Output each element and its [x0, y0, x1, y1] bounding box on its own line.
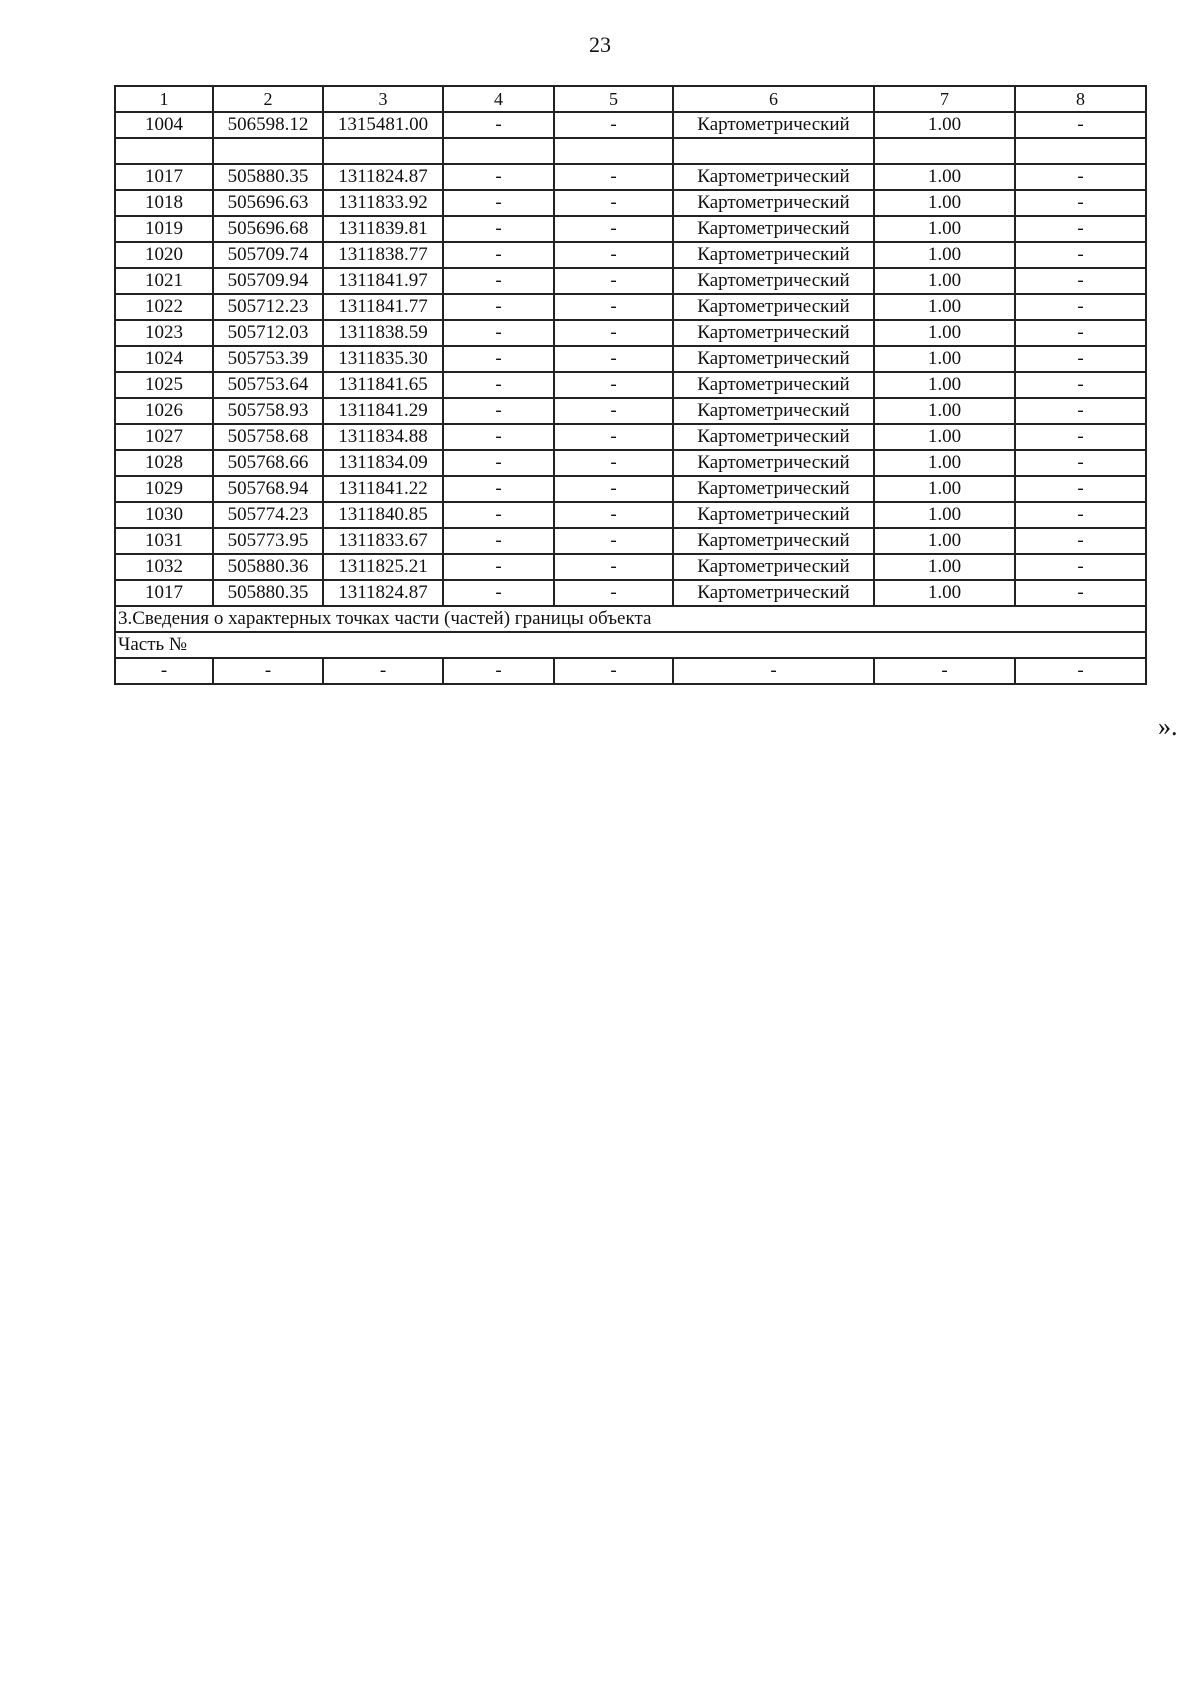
- table-cell: -: [1015, 502, 1146, 528]
- table-row: [115, 242, 1146, 268]
- table-cell: -: [554, 216, 673, 242]
- table-cell: Картометрический: [673, 112, 874, 138]
- table-cell: 1022: [115, 294, 213, 320]
- table-row: [115, 216, 1146, 242]
- table-cell: 1315481.00: [323, 112, 443, 138]
- table-cell: -: [1015, 528, 1146, 554]
- closing-quote: ».: [1158, 712, 1178, 741]
- table-cell: [554, 138, 673, 164]
- table-cell: 1.00: [874, 320, 1015, 346]
- table-cell: 505696.63: [213, 190, 323, 216]
- table-row: [115, 112, 1146, 138]
- table-cell: -: [443, 268, 554, 294]
- table-cell: -: [1015, 346, 1146, 372]
- table-cell: 1.00: [874, 190, 1015, 216]
- table-cell: Картометрический: [673, 242, 874, 268]
- table-row: [115, 424, 1146, 450]
- table-cell: -: [443, 346, 554, 372]
- table-cell: 1311841.65: [323, 372, 443, 398]
- table-cell: -: [554, 476, 673, 502]
- table-cell: 1311838.59: [323, 320, 443, 346]
- table-cell: -: [554, 450, 673, 476]
- table-cell: 505880.35: [213, 580, 323, 606]
- table-cell: 1032: [115, 554, 213, 580]
- table-cell: -: [443, 112, 554, 138]
- table-cell: 505880.36: [213, 554, 323, 580]
- table-cell: 1.00: [874, 554, 1015, 580]
- table-cell: 1017: [115, 164, 213, 190]
- table-cell: 1311833.67: [323, 528, 443, 554]
- table-cell: -: [554, 346, 673, 372]
- table-cell: 1311835.30: [323, 346, 443, 372]
- table-row: [115, 190, 1146, 216]
- table-cell: Картометрический: [673, 450, 874, 476]
- table-row: [115, 502, 1146, 528]
- header-cell: 4: [443, 86, 554, 112]
- table-cell: Картометрический: [673, 580, 874, 606]
- table-cell: -: [443, 294, 554, 320]
- table-cell: -: [443, 658, 554, 684]
- table-cell: 1311841.22: [323, 476, 443, 502]
- table-cell: 505712.23: [213, 294, 323, 320]
- table-cell: -: [1015, 190, 1146, 216]
- table-cell: -: [443, 528, 554, 554]
- table-cell: -: [443, 242, 554, 268]
- table-cell: 506598.12: [213, 112, 323, 138]
- table-cell: Картометрический: [673, 216, 874, 242]
- table-cell: 1311841.29: [323, 398, 443, 424]
- table-cell: 1023: [115, 320, 213, 346]
- table-cell: 1.00: [874, 242, 1015, 268]
- table-cell: 1311838.77: [323, 242, 443, 268]
- table-cell: [673, 138, 874, 164]
- table-cell: 1.00: [874, 216, 1015, 242]
- part-label-row: [115, 632, 1146, 658]
- table-cell: -: [443, 320, 554, 346]
- table-cell: 1019: [115, 216, 213, 242]
- table-cell: -: [443, 580, 554, 606]
- table-cell: Картометрический: [673, 502, 874, 528]
- table-cell: Картометрический: [673, 528, 874, 554]
- table-cell: 1027: [115, 424, 213, 450]
- table-cell: -: [554, 190, 673, 216]
- table-row: [115, 398, 1146, 424]
- table-cell: -: [1015, 424, 1146, 450]
- part-row: [115, 658, 1146, 684]
- section-title-row: [115, 606, 1146, 632]
- header-cell: 8: [1015, 86, 1146, 112]
- table-cell: -: [443, 502, 554, 528]
- header-cell: 7: [874, 86, 1015, 112]
- coordinates-table-container: [114, 85, 1145, 685]
- table-cell: 505696.68: [213, 216, 323, 242]
- table-cell: 1021: [115, 268, 213, 294]
- table-cell: -: [1015, 294, 1146, 320]
- table-cell: Картометрический: [673, 398, 874, 424]
- table-row: [115, 528, 1146, 554]
- table-cell: 1018: [115, 190, 213, 216]
- table-cell: -: [1015, 268, 1146, 294]
- table-cell: -: [554, 658, 673, 684]
- table-cell: -: [443, 424, 554, 450]
- table-cell: 505768.94: [213, 476, 323, 502]
- table-cell: [213, 138, 323, 164]
- table-cell: 1311834.09: [323, 450, 443, 476]
- table-cell: -: [554, 112, 673, 138]
- table-cell: 1311824.87: [323, 164, 443, 190]
- table-cell: [115, 138, 213, 164]
- table-cell: -: [554, 242, 673, 268]
- table-cell: -: [443, 450, 554, 476]
- table-cell: -: [1015, 450, 1146, 476]
- table-cell: 505712.03: [213, 320, 323, 346]
- table-cell: Картометрический: [673, 372, 874, 398]
- table-row: [115, 346, 1146, 372]
- table-cell: -: [443, 216, 554, 242]
- table-cell: -: [443, 554, 554, 580]
- table-cell: 505774.23: [213, 502, 323, 528]
- table-cell: 1.00: [874, 294, 1015, 320]
- table-cell: 1311825.21: [323, 554, 443, 580]
- table-cell: -: [1015, 554, 1146, 580]
- table-cell: 1.00: [874, 346, 1015, 372]
- table-cell: -: [443, 164, 554, 190]
- table-cell: Картометрический: [673, 294, 874, 320]
- table-cell: Картометрический: [673, 164, 874, 190]
- table-cell: 1.00: [874, 450, 1015, 476]
- table-cell: -: [1015, 242, 1146, 268]
- table-cell: 1311841.97: [323, 268, 443, 294]
- table-cell: [1015, 138, 1146, 164]
- table-row: [115, 554, 1146, 580]
- table-cell: Картометрический: [673, 320, 874, 346]
- table-cell: -: [213, 658, 323, 684]
- table-cell: 1020: [115, 242, 213, 268]
- table-cell: 1.00: [874, 476, 1015, 502]
- table-cell: 1.00: [874, 372, 1015, 398]
- table-cell: 1311840.85: [323, 502, 443, 528]
- table-cell: -: [554, 320, 673, 346]
- table-row: [115, 138, 1146, 164]
- page-number: 23: [589, 32, 611, 57]
- table-cell: -: [1015, 112, 1146, 138]
- table-cell: -: [115, 658, 213, 684]
- table-cell: -: [554, 164, 673, 190]
- table-cell: -: [554, 580, 673, 606]
- table-cell: 505880.35: [213, 164, 323, 190]
- header-cell: 5: [554, 86, 673, 112]
- table-cell: 1030: [115, 502, 213, 528]
- table-cell: Картометрический: [673, 554, 874, 580]
- table-cell: 505758.68: [213, 424, 323, 450]
- table-cell: Картометрический: [673, 424, 874, 450]
- table-row: [115, 320, 1146, 346]
- table-row: [115, 580, 1146, 606]
- table-cell: 505709.74: [213, 242, 323, 268]
- table-cell: 1024: [115, 346, 213, 372]
- table-cell: 1.00: [874, 502, 1015, 528]
- table-cell: 1.00: [874, 164, 1015, 190]
- table-cell: 1311824.87: [323, 580, 443, 606]
- part-label: Часть №: [115, 632, 1146, 658]
- table-cell: -: [554, 372, 673, 398]
- coordinates-table-body: [115, 86, 1146, 684]
- table-cell: 505753.39: [213, 346, 323, 372]
- table-cell: 505773.95: [213, 528, 323, 554]
- header-cell: 2: [213, 86, 323, 112]
- table-cell: -: [673, 658, 874, 684]
- table-cell: -: [1015, 398, 1146, 424]
- table-row: [115, 294, 1146, 320]
- table-row: [115, 372, 1146, 398]
- table-cell: [874, 138, 1015, 164]
- table-cell: -: [554, 294, 673, 320]
- table-header-row: [115, 86, 1146, 112]
- table-cell: Картометрический: [673, 190, 874, 216]
- table-cell: 1.00: [874, 528, 1015, 554]
- table-cell: -: [554, 268, 673, 294]
- table-cell: -: [554, 502, 673, 528]
- table-cell: 1311839.81: [323, 216, 443, 242]
- table-cell: -: [554, 424, 673, 450]
- table-cell: -: [443, 372, 554, 398]
- table-cell: 1.00: [874, 268, 1015, 294]
- table-cell: 1004: [115, 112, 213, 138]
- table-cell: -: [1015, 164, 1146, 190]
- table-cell: 1311834.88: [323, 424, 443, 450]
- table-cell: -: [1015, 476, 1146, 502]
- table-cell: -: [1015, 372, 1146, 398]
- table-cell: 505709.94: [213, 268, 323, 294]
- table-cell: 1031: [115, 528, 213, 554]
- table-cell: Картометрический: [673, 346, 874, 372]
- table-cell: -: [443, 190, 554, 216]
- table-cell: 505753.64: [213, 372, 323, 398]
- table-cell: 1.00: [874, 424, 1015, 450]
- table-cell: 505768.66: [213, 450, 323, 476]
- table-cell: -: [1015, 216, 1146, 242]
- table-cell: Картометрический: [673, 476, 874, 502]
- table-cell: 1025: [115, 372, 213, 398]
- table-cell: -: [554, 554, 673, 580]
- table-cell: -: [1015, 658, 1146, 684]
- header-cell: 6: [673, 86, 874, 112]
- table-cell: [323, 138, 443, 164]
- table-cell: -: [323, 658, 443, 684]
- coordinates-table: [114, 85, 1147, 685]
- table-row: [115, 476, 1146, 502]
- table-cell: 1.00: [874, 112, 1015, 138]
- table-cell: -: [554, 528, 673, 554]
- table-cell: 1.00: [874, 580, 1015, 606]
- table-cell: -: [443, 476, 554, 502]
- table-cell: Картометрический: [673, 268, 874, 294]
- table-cell: -: [874, 658, 1015, 684]
- table-cell: 1028: [115, 450, 213, 476]
- table-cell: -: [1015, 320, 1146, 346]
- table-cell: 505758.93: [213, 398, 323, 424]
- table-cell: 1311841.77: [323, 294, 443, 320]
- table-cell: 1311833.92: [323, 190, 443, 216]
- table-cell: [443, 138, 554, 164]
- table-cell: -: [443, 398, 554, 424]
- table-cell: 1026: [115, 398, 213, 424]
- table-cell: -: [554, 398, 673, 424]
- table-cell: 1029: [115, 476, 213, 502]
- table-row: [115, 268, 1146, 294]
- table-row: [115, 450, 1146, 476]
- table-cell: 1.00: [874, 398, 1015, 424]
- table-cell: -: [1015, 580, 1146, 606]
- table-row: [115, 164, 1146, 190]
- header-cell: 3: [323, 86, 443, 112]
- header-cell: 1: [115, 86, 213, 112]
- section-title: 3.Сведения о характерных точках части (частей) границы объекта: [115, 606, 1146, 632]
- table-cell: 1017: [115, 580, 213, 606]
